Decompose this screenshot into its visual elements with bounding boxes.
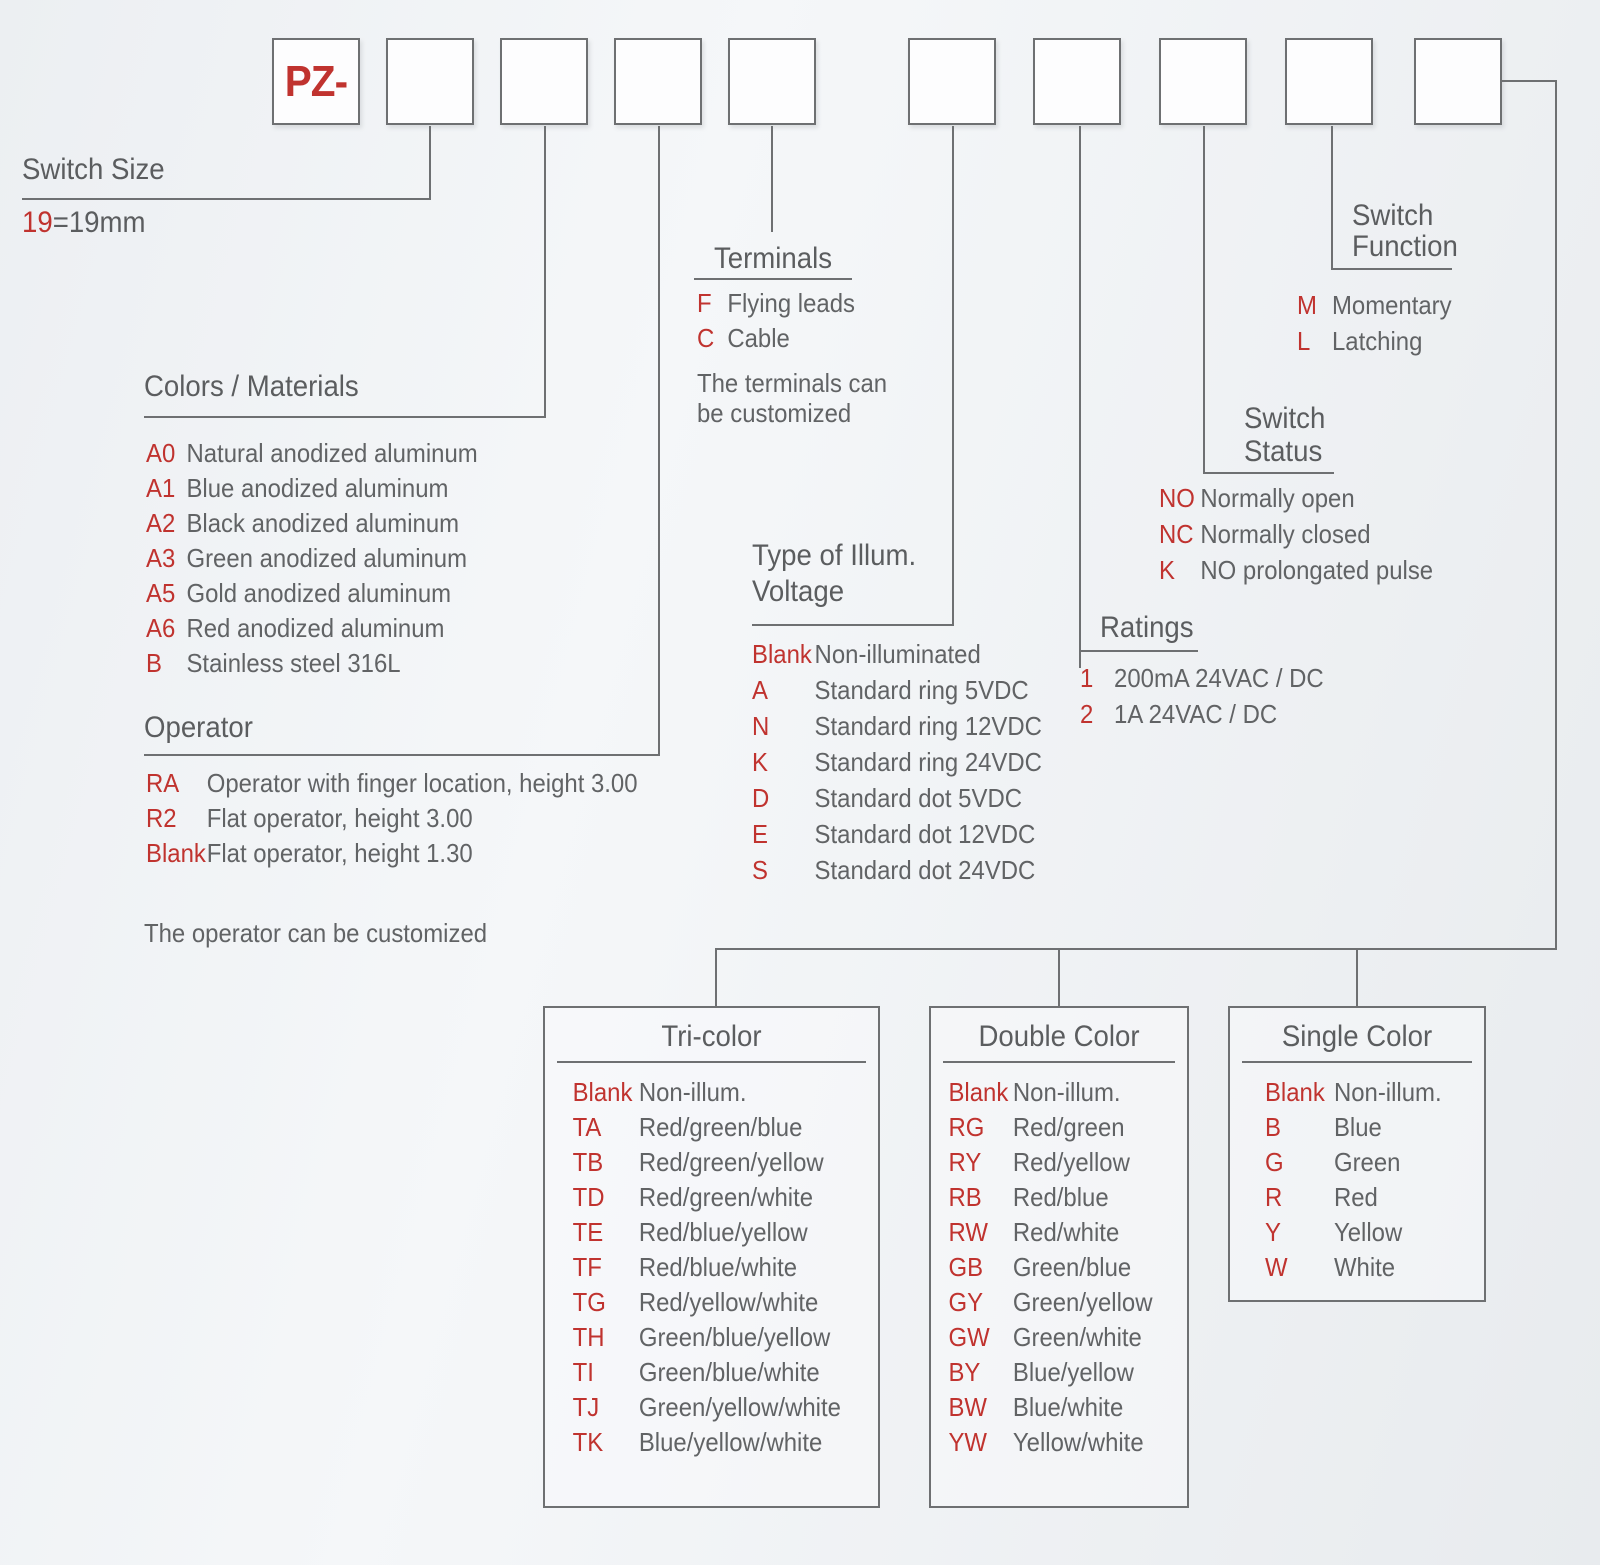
option-code: TE: [572, 1217, 604, 1247]
connector-line: [1058, 948, 1060, 1008]
option-row: [573, 1320, 852, 1355]
option-row: [146, 506, 478, 541]
option-code: A2: [146, 508, 176, 538]
option-desc: Latching: [1331, 326, 1423, 356]
switch-size-value: [22, 206, 146, 240]
option-desc: Yellow: [1333, 1217, 1403, 1247]
option-row: [1297, 287, 1452, 323]
option-desc: Yellow/white: [1012, 1427, 1144, 1457]
option-row: [573, 1075, 852, 1110]
connector-line: [952, 126, 954, 626]
code-box-terminal: [728, 38, 816, 125]
option-row: [573, 1390, 852, 1425]
option-row: [573, 1285, 852, 1320]
operator-note: The operator can be customized: [144, 918, 488, 948]
option-code: R: [1264, 1182, 1283, 1212]
option-row: [1297, 323, 1452, 359]
option-desc: Black anodized aluminum: [186, 508, 460, 538]
option-row: [573, 1215, 852, 1250]
option-row: [146, 801, 638, 836]
connector-line: [771, 126, 773, 232]
option-code: RG: [948, 1112, 985, 1142]
connector-line: [544, 126, 546, 418]
option-desc: Natural anodized aluminum: [186, 438, 478, 468]
option-row: [697, 321, 855, 356]
option-code: A3: [146, 543, 176, 573]
option-code: TH: [572, 1322, 605, 1352]
option-desc: White: [1333, 1252, 1396, 1282]
option-row: [573, 1110, 852, 1145]
divider: [557, 1061, 866, 1063]
title-line: Switch: [1352, 199, 1434, 232]
option-code: Blank: [146, 838, 206, 868]
option-row: [146, 436, 478, 471]
option-row: [752, 816, 1042, 852]
connector-line: [1203, 126, 1205, 474]
single-color-box: [1228, 1006, 1486, 1302]
option-code: TI: [572, 1357, 594, 1387]
option-desc: Green/yellow: [1012, 1287, 1153, 1317]
ratings-title: Ratings: [1100, 611, 1194, 644]
option-desc: Green/blue/yellow: [638, 1322, 831, 1352]
option-desc: Flying leads: [727, 288, 855, 318]
option-row: [948, 1250, 1166, 1285]
illum-voltage-list: [752, 636, 1042, 888]
option-code: RW: [948, 1217, 988, 1247]
connector-line: [658, 126, 660, 756]
option-code: G: [1264, 1147, 1284, 1177]
option-desc: Red/green/blue: [638, 1112, 803, 1142]
divider: [943, 1061, 1175, 1063]
option-desc: Operator with finger location, height 3.00: [206, 768, 638, 798]
option-code: K: [1159, 555, 1175, 585]
option-row: [1265, 1145, 1464, 1180]
section-rule: [1331, 268, 1452, 270]
option-desc: 1A 24VAC / DC: [1114, 699, 1278, 729]
option-row: [146, 541, 478, 576]
section-rule: [22, 198, 431, 200]
option-row: [948, 1145, 1166, 1180]
option-row: [948, 1110, 1166, 1145]
section-rule: [1079, 650, 1198, 652]
option-row: [1265, 1215, 1464, 1250]
option-row: [1265, 1075, 1464, 1110]
option-row: [752, 672, 1042, 708]
operator-list: [146, 766, 638, 871]
option-desc: Green anodized aluminum: [186, 543, 468, 573]
option-desc: Red/green/white: [638, 1182, 814, 1212]
option-row: [1265, 1250, 1464, 1285]
option-row: [146, 766, 638, 801]
option-code: C: [697, 323, 715, 353]
option-desc: Green/blue/white: [638, 1357, 820, 1387]
option-row: [1265, 1180, 1464, 1215]
option-code: S: [752, 855, 768, 885]
option-desc: Red/green: [1012, 1112, 1125, 1142]
option-desc: Red/blue/yellow: [638, 1217, 808, 1247]
option-code: RB: [948, 1182, 982, 1212]
option-row: [752, 708, 1042, 744]
option-desc: Non-illum.: [1012, 1077, 1121, 1107]
code-box-status: [1159, 38, 1247, 125]
option-row: [1265, 1110, 1464, 1145]
connector-line: [1555, 80, 1557, 950]
option-code: TB: [572, 1147, 604, 1177]
option-code: Blank: [752, 639, 812, 669]
connector-line: [1331, 126, 1333, 270]
option-desc: Normally open: [1200, 483, 1355, 513]
option-code: 1: [1080, 663, 1094, 693]
option-row: [573, 1425, 852, 1460]
option-code: A0: [146, 438, 176, 468]
option-desc: Gold anodized aluminum: [186, 578, 452, 608]
option-desc: Blue/white: [1012, 1392, 1124, 1422]
terminals-list: [697, 286, 855, 356]
option-desc: Blue: [1333, 1112, 1382, 1142]
option-code: D: [752, 783, 770, 813]
option-code: TG: [572, 1287, 606, 1317]
single-color-title: Single Color: [1281, 1020, 1433, 1053]
option-code: F: [697, 288, 712, 318]
option-code: A: [752, 675, 768, 705]
connector-line: [1356, 948, 1358, 1008]
option-row: [146, 576, 478, 611]
connector-line: [715, 948, 717, 1008]
option-code: RY: [948, 1147, 982, 1177]
option-code: M: [1297, 290, 1317, 320]
divider: [1242, 1061, 1472, 1063]
option-desc: Blue/yellow/white: [638, 1427, 823, 1457]
switch-function-title: [1352, 200, 1458, 262]
option-code: TA: [572, 1112, 602, 1142]
option-code: Y: [1264, 1217, 1281, 1247]
option-row: [146, 611, 478, 646]
option-row: [948, 1355, 1166, 1390]
option-code: TK: [572, 1427, 604, 1457]
single-color-list: [1230, 1075, 1464, 1285]
option-code: BY: [948, 1357, 981, 1387]
option-row: [573, 1355, 852, 1390]
switch-status-title: [1244, 402, 1325, 468]
switch-status-list: [1159, 480, 1433, 588]
option-code: TJ: [572, 1392, 600, 1422]
option-desc: Standard ring 5VDC: [814, 675, 1029, 705]
option-desc: Standard dot 12VDC: [814, 819, 1036, 849]
option-row: [146, 836, 638, 871]
option-row: [752, 852, 1042, 888]
terminals-title: Terminals: [713, 242, 833, 275]
option-row: [948, 1215, 1166, 1250]
code-box-ledcolor: [1414, 38, 1502, 125]
option-row: [1080, 696, 1324, 732]
option-desc: Blue anodized aluminum: [186, 473, 449, 503]
double-color-box: [929, 1006, 1189, 1508]
option-row: [752, 744, 1042, 780]
option-code: N: [752, 711, 770, 741]
option-row: [146, 646, 478, 681]
code-box-operator: [614, 38, 702, 125]
option-desc: Non-illum.: [1333, 1077, 1442, 1107]
code-box-illum: [908, 38, 996, 125]
option-desc: Flat operator, height 1.30: [206, 838, 473, 868]
option-desc: Momentary: [1331, 290, 1452, 320]
option-desc: Non-illuminated: [814, 639, 981, 669]
switch-size-code: 19: [22, 206, 53, 239]
option-code: E: [752, 819, 768, 849]
option-desc: Red/yellow: [1012, 1147, 1130, 1177]
option-code: 2: [1080, 699, 1094, 729]
option-desc: Red/blue/white: [638, 1252, 798, 1282]
option-code: GB: [948, 1252, 984, 1282]
switch-size-title: Switch Size: [22, 153, 165, 186]
connector-line: [1502, 80, 1557, 82]
option-row: [1159, 552, 1433, 588]
colors-materials-title: Colors / Materials: [144, 370, 359, 403]
option-code: Blank: [1264, 1077, 1325, 1107]
option-row: [1159, 480, 1433, 516]
title-line: Type of Illum.: [752, 539, 917, 572]
option-desc: Red/white: [1012, 1217, 1120, 1247]
option-row: [948, 1180, 1166, 1215]
option-row: [948, 1320, 1166, 1355]
section-rule: [752, 624, 954, 626]
option-code: A1: [146, 473, 176, 503]
option-code: TD: [572, 1182, 605, 1212]
option-desc: Standard ring 12VDC: [814, 711, 1042, 741]
double-color-title: Double Color: [978, 1020, 1140, 1053]
option-desc: Flat operator, height 3.00: [206, 803, 473, 833]
title-line: Status: [1244, 435, 1323, 468]
title-line: Voltage: [752, 575, 845, 608]
code-box-size: [386, 38, 474, 125]
option-desc: Blue/yellow: [1012, 1357, 1134, 1387]
option-desc: Red anodized aluminum: [186, 613, 445, 643]
option-row: [573, 1250, 852, 1285]
option-row: [573, 1180, 852, 1215]
code-box-function: [1285, 38, 1373, 125]
option-row: [948, 1075, 1166, 1110]
option-code: B: [1264, 1112, 1281, 1142]
option-row: [948, 1425, 1166, 1460]
option-row: [1159, 516, 1433, 552]
option-code: NC: [1159, 519, 1194, 549]
option-row: [948, 1285, 1166, 1320]
option-desc: NO prolongated pulse: [1200, 555, 1434, 585]
option-row: [573, 1145, 852, 1180]
code-box-rating: [1033, 38, 1121, 125]
option-code: L: [1297, 326, 1311, 356]
option-desc: 200mA 24VAC / DC: [1114, 663, 1324, 693]
option-code: YW: [948, 1427, 988, 1457]
section-rule: [694, 278, 852, 280]
option-desc: Green/yellow/white: [638, 1392, 841, 1422]
terminals-note: The terminals can be customized: [697, 368, 888, 428]
option-desc: Green/white: [1012, 1322, 1142, 1352]
option-code: B: [146, 648, 162, 678]
option-code: BW: [948, 1392, 988, 1422]
ratings-list: [1080, 660, 1324, 732]
option-desc: Non-illum.: [638, 1077, 747, 1107]
option-row: [1080, 660, 1324, 696]
switch-size-desc: =19mm: [52, 206, 146, 239]
option-code: A5: [146, 578, 176, 608]
option-code: NO: [1159, 483, 1195, 513]
option-code: K: [752, 747, 768, 777]
double-color-list: [931, 1075, 1167, 1460]
connector-line: [1079, 126, 1081, 668]
option-row: [948, 1390, 1166, 1425]
option-desc: Standard dot 24VDC: [814, 855, 1036, 885]
option-code: GY: [948, 1287, 984, 1317]
option-code: RA: [146, 768, 180, 798]
title-line: Switch: [1244, 402, 1326, 435]
option-code: Blank: [572, 1077, 633, 1107]
illum-voltage-title: [752, 538, 916, 610]
tri-color-box: [543, 1006, 880, 1508]
part-prefix: PZ-: [284, 56, 348, 106]
option-code: A6: [146, 613, 176, 643]
option-code: W: [1264, 1252, 1288, 1282]
option-code: GW: [948, 1322, 990, 1352]
option-row: [752, 780, 1042, 816]
option-desc: Red/green/yellow: [638, 1147, 824, 1177]
connector-line: [715, 948, 1557, 950]
option-desc: Green/blue: [1012, 1252, 1132, 1282]
switch-function-list: [1297, 287, 1452, 359]
option-desc: Normally closed: [1200, 519, 1371, 549]
tri-color-list: [545, 1075, 851, 1460]
option-desc: Red/blue: [1012, 1182, 1109, 1212]
option-row: [697, 286, 855, 321]
option-desc: Standard dot 5VDC: [814, 783, 1022, 813]
option-code: Blank: [948, 1077, 1009, 1107]
option-desc: Standard ring 24VDC: [814, 747, 1042, 777]
option-desc: Green: [1333, 1147, 1401, 1177]
option-code: R2: [146, 803, 177, 833]
tri-color-title: Tri-color: [661, 1020, 762, 1053]
option-row: [752, 636, 1042, 672]
option-desc: Stainless steel 316L: [186, 648, 401, 678]
part-prefix-box: [272, 38, 360, 125]
operator-title: Operator: [144, 711, 253, 744]
option-desc: Red: [1333, 1182, 1378, 1212]
option-desc: Cable: [727, 323, 790, 353]
connector-line: [429, 126, 431, 200]
colors-materials-list: [146, 436, 478, 681]
code-box-material: [500, 38, 588, 125]
section-rule: [144, 416, 546, 418]
title-line: Function: [1352, 230, 1458, 263]
option-code: TF: [572, 1252, 602, 1282]
option-desc: Red/yellow/white: [638, 1287, 819, 1317]
option-row: [146, 471, 478, 506]
section-rule: [1203, 472, 1334, 474]
section-rule: [144, 754, 660, 756]
